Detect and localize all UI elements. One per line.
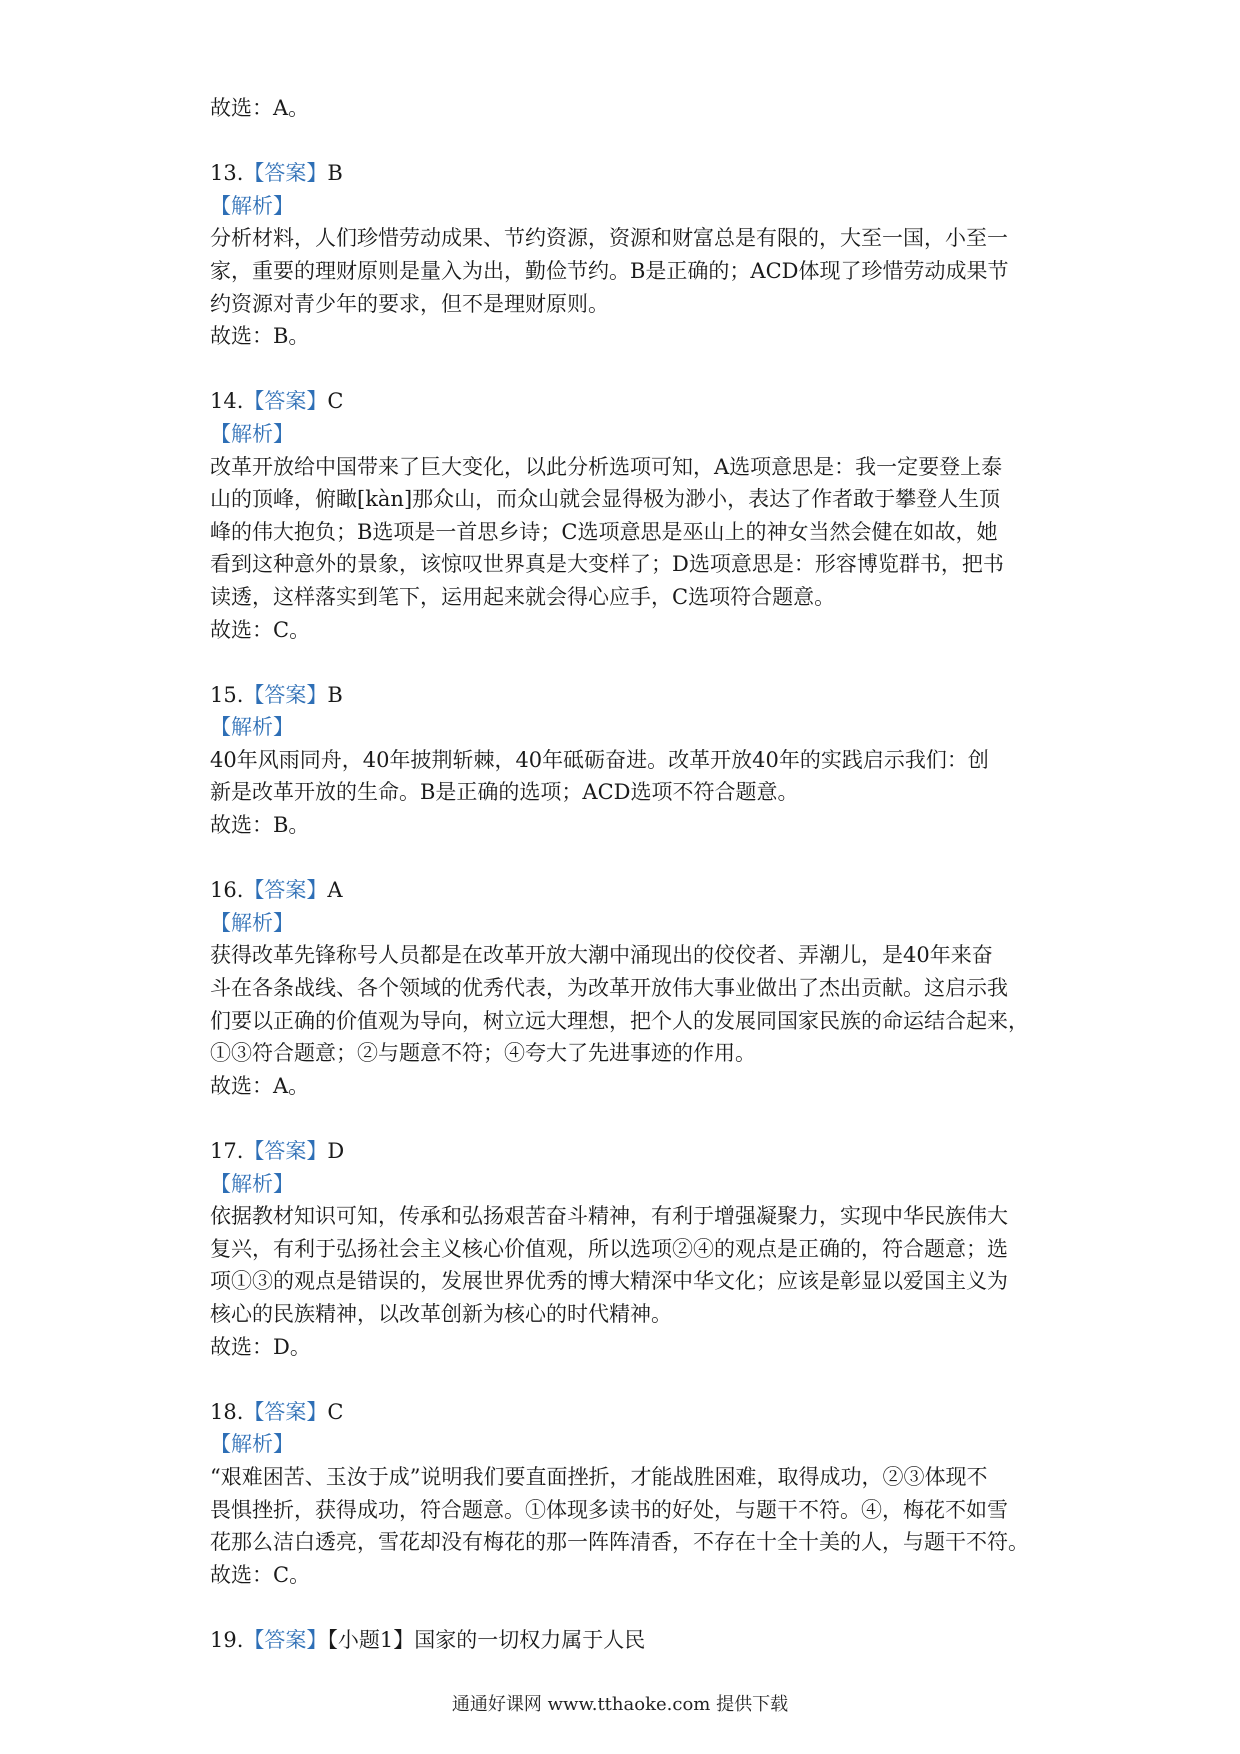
sub-question-answer: 国家的一切权力属于人民 xyxy=(414,1627,646,1652)
answer-block xyxy=(210,679,1050,875)
document-page xyxy=(210,92,1050,1657)
analysis-text-line: 依据教材知识可知，传承和弘扬艰苦奋斗精神，有利于增强凝聚力，实现中华民族伟大 xyxy=(210,1204,1008,1229)
analysis-text-line: 40年风雨同舟，40年披荆斩棘，40年砥砺奋进。改革开放40年的实践启示我们：创 xyxy=(210,747,989,772)
answer-tag: 【答案】 xyxy=(243,1139,328,1163)
analysis-text-line: 斗在各条战线、各个领域的优秀代表，为改革开放伟大事业做出了杰出贡献。这启示我 xyxy=(210,976,1008,1001)
answer-tag: 【答案】 xyxy=(243,1399,328,1424)
question-number: 14. xyxy=(210,389,244,414)
answer-value: C xyxy=(327,1399,344,1424)
sub-question-tag: 【小题1】 xyxy=(327,1627,415,1652)
conclusion-line: 故选：C。 xyxy=(210,1562,311,1587)
answer-line xyxy=(210,679,1050,712)
analysis-text-line: 核心的民族精神，以改革创新为核心的时代精神。 xyxy=(210,1301,672,1326)
conclusion-line: 故选：D。 xyxy=(210,1334,311,1359)
analysis-text-line: 家，重要的理财原则是量入为出，勤俭节约。B是正确的；ACD体现了珍惜劳动成果节 xyxy=(210,258,1009,283)
analysis-text-line: 山的顶峰，俯瞰[kàn]那众山，而众山就会显得极为渺小，表达了作者敢于攀登人生顶 xyxy=(210,487,1001,512)
analysis-tag: 【解析】 xyxy=(210,1171,294,1196)
analysis-tag: 【解析】 xyxy=(210,910,294,935)
answer-block xyxy=(210,1396,1050,1624)
answer-value: A xyxy=(327,878,343,903)
answer-tag: 【答案】 xyxy=(243,389,328,414)
analysis-text-line: 花那么洁白透亮，雪花却没有梅花的那一阵阵清香，不存在十全十美的人，与题干不符。 xyxy=(210,1530,1029,1555)
answer-line xyxy=(210,1135,1050,1168)
analysis-text-line: 新是改革开放的生命。B是正确的选项；ACD选项不符合题意。 xyxy=(210,780,799,805)
conclusion-line: 故选：B。 xyxy=(210,813,310,838)
conclusion-line: 故选：B。 xyxy=(210,324,310,349)
analysis-text-line: 获得改革先锋称号人员都是在改革开放大潮中涌现出的佼佼者、弄潮儿，是40年来奋 xyxy=(210,943,993,968)
question-number: 13. xyxy=(210,161,244,186)
question-number: 17. xyxy=(210,1139,244,1163)
question-number: 15. xyxy=(210,682,244,707)
analysis-text-line: 分析材料，人们珍惜劳动成果、节约资源，资源和财富总是有限的，大至一国，小至一 xyxy=(210,226,1008,251)
answer-tag: 【答案】 xyxy=(243,878,328,903)
answer-value: B xyxy=(327,682,343,707)
answer-value: B xyxy=(327,161,343,186)
answer-tag: 【答案】 xyxy=(243,682,328,707)
answer-block xyxy=(210,874,1050,1135)
answer-line xyxy=(210,157,1050,190)
page-footer: 通通好课网 www.tthaoke.com 提供下载 xyxy=(451,1694,789,1715)
answer-line xyxy=(210,874,1050,907)
conclusion-line: 故选：A。 xyxy=(210,1073,310,1098)
answer-tag: 【答案】 xyxy=(243,1627,328,1652)
analysis-text-line: ①③符合题意；②与题意不符；④夸大了先进事迹的作用。 xyxy=(210,1041,756,1066)
question-number: 18. xyxy=(210,1399,244,1424)
answer-value: D xyxy=(327,1139,345,1163)
analysis-text-line: 改革开放给中国带来了巨大变化，以此分析选项可知，A选项意思是：我一定要登上泰 xyxy=(210,454,1003,479)
analysis-text-line: 约资源对青少年的要求，但不是理财原则。 xyxy=(210,291,609,316)
answer-tag: 【答案】 xyxy=(243,161,328,186)
answer-line xyxy=(210,1396,1050,1429)
analysis-text-line: 复兴，有利于弘扬社会主义核心价值观，所以选项②④的观点是正确的，符合题意；选 xyxy=(210,1236,1008,1261)
analysis-text-line: 看到这种意外的景象，该惊叹世界真是大变样了；D选项意思是：形容博览群书，把书 xyxy=(210,552,1004,577)
question-19-answer-line xyxy=(210,1624,1050,1657)
conclusion-line: 故选：A。 xyxy=(210,96,310,120)
analysis-tag: 【解析】 xyxy=(210,715,294,740)
analysis-text-line: 读透，这样落实到笔下，运用起来就会得心应手，C选项符合题意。 xyxy=(210,584,836,609)
analysis-tag: 【解析】 xyxy=(210,421,294,446)
analysis-text-line: 畏惧挫折，获得成功，符合题意。①体现多读书的好处，与题干不符。④，梅花不如雪 xyxy=(210,1497,1008,1522)
conclusion-line: 故选：C。 xyxy=(210,617,311,642)
answer-list xyxy=(210,157,1050,1624)
answer-block xyxy=(210,157,1050,385)
analysis-text-line: 们要以正确的价值观为导向，树立远大理想，把个人的发展同国家民族的命运结合起来， xyxy=(210,1008,1029,1033)
analysis-text-line: “艰难困苦、玉汝于成”说明我们要直面挫折，才能战胜困难，取得成功，②③体现不 xyxy=(210,1464,988,1489)
answer-value: C xyxy=(327,389,344,414)
analysis-tag: 【解析】 xyxy=(210,1432,294,1457)
answer-line xyxy=(210,385,1050,418)
question-number: 19. xyxy=(210,1627,244,1652)
analysis-text-line: 峰的伟大抱负；B选项是一首思乡诗；C选项意思是巫山上的神女当然会健在如故，她 xyxy=(210,519,998,544)
answer-block xyxy=(210,1135,1050,1396)
analysis-text-line: 项①③的观点是错误的，发展世界优秀的博大精深中华文化；应该是彰显以爱国主义为 xyxy=(210,1269,1008,1294)
answer-block xyxy=(210,385,1050,678)
analysis-tag: 【解析】 xyxy=(210,193,294,218)
question-number: 16. xyxy=(210,878,244,903)
